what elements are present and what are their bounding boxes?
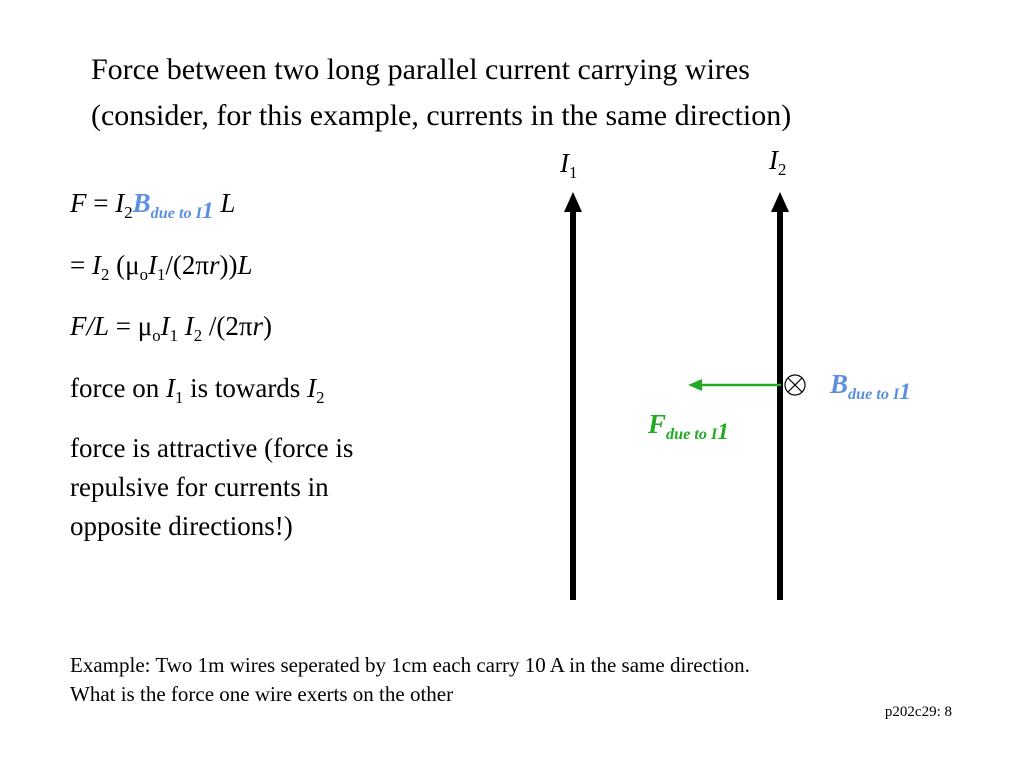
example-problem [70,651,750,709]
subscript: 1 [569,162,578,182]
symbol-B: B [830,369,849,399]
subscript-text: due to I [848,384,900,403]
subscript-due-to [666,418,730,445]
symbol-I: I [147,250,157,280]
subscript: 2 [316,387,325,407]
symbol-I: I [91,250,101,280]
symbol-F-over-L: F/L [70,311,110,341]
symbol-I: I [160,311,170,341]
field-into-page-icon [785,375,805,395]
symbol-pi: π [238,311,253,341]
title-line-1: Force between two long parallel current carrying wires [91,53,750,86]
symbol-L: L [237,250,253,280]
subscript-due-to [848,378,912,405]
symbol-mu: μ [125,250,140,280]
subscript: 2 [124,202,133,222]
symbol-pi: π [195,250,209,280]
subscript: 1 [174,387,184,407]
statement-line: repulsive for currents in [70,472,329,502]
force-label [648,408,730,445]
subscript: 1 [169,325,178,345]
subscript: 2 [100,264,110,284]
wire-1-label [560,147,578,182]
paren-close: ) [263,311,273,341]
text-fragment: /(2 [202,311,239,341]
symbol-I: I [560,148,569,178]
symbol-I: I [769,145,778,175]
paren-close: )) [219,250,238,280]
force-arrowhead [688,379,702,391]
subscript-number: 1 [899,378,912,405]
paren-open: ( [109,250,126,280]
equals-sign: = [86,188,116,218]
symbol-r: r [252,311,264,341]
wire-2-label [769,144,787,179]
subscript: 2 [193,325,203,345]
symbol-I: I [184,311,194,341]
subscript: o [152,325,161,345]
example-line-1: Example: Two 1m wires seperated by 1cm each carry 10 A in the same direction. [70,653,750,677]
symbol-F: F [70,188,87,218]
symbol-r: r [208,250,220,280]
text-fragment: /(2 [165,250,196,280]
statement-line: opposite directions!) [70,511,293,541]
symbol-I: I [165,373,175,403]
text-fragment: force on [70,373,166,403]
symbol-mu: μ [137,311,153,341]
title-line-2: (consider, for this example, currents in the same direction) [91,99,792,132]
subscript-number: 1 [201,197,214,224]
equals-prefix: = [70,250,92,280]
slide-footer: p202c29: 8 [884,704,952,720]
text-fragment: is towards [183,373,308,403]
wire-1-arrowhead [564,192,582,212]
subscript: 1 [156,264,166,284]
symbol-L: L [213,188,236,218]
field-label [830,368,912,405]
symbol-I: I [307,373,317,403]
symbol-B: B [132,188,151,218]
symbol-I: I [115,188,125,218]
example-line-2: What is the force one wire exerts on the other [70,682,454,706]
subscript-text: due to I [666,424,718,443]
subscript-text: due to I [150,203,202,222]
symbol-F: F [648,409,667,439]
subscript: o [139,264,148,284]
subscript: 2 [778,159,787,179]
wire-2-arrowhead [771,192,789,212]
statement-line: force is attractive (force is [70,433,354,463]
subscript-number: 1 [717,418,730,445]
equals-sign: = [109,311,138,341]
